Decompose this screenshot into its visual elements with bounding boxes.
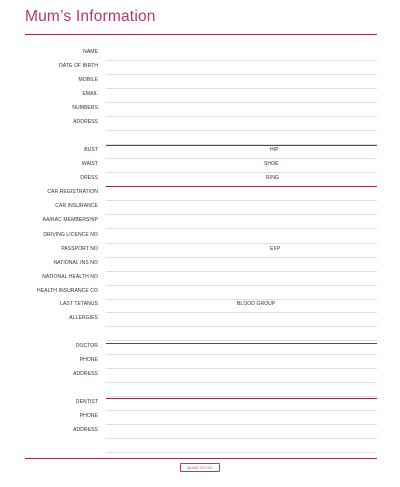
exp-label: EXP: [270, 246, 281, 252]
car-insurance-row[interactable]: [0, 201, 400, 215]
blood-group-label: BLOOD GROUP: [237, 301, 276, 307]
footer-rule: [25, 458, 377, 459]
logo-text: MUMS STYLE: [187, 465, 213, 470]
last-tetanus-label: LAST TETANUS: [60, 301, 98, 307]
allergies-label: ALLERGIES: [69, 315, 98, 321]
doctor-address-label: ADDRESS: [73, 371, 98, 377]
dentist-address-row-2[interactable]: [0, 439, 400, 453]
address-row[interactable]: [0, 117, 400, 131]
aa-rac-label: AA/RAC MEMBERSHIP: [42, 217, 98, 223]
health-insurance-row[interactable]: [0, 286, 400, 300]
allergies-row[interactable]: [0, 313, 400, 327]
numbers-label: NUMBERS: [72, 105, 98, 111]
dentist-label: DENTIST: [75, 399, 98, 405]
national-ins-row[interactable]: [0, 258, 400, 272]
numbers-row[interactable]: [0, 103, 400, 117]
waist-shoe-row[interactable]: [0, 159, 400, 173]
driving-licence-row[interactable]: [0, 230, 400, 244]
hip-label: HIP: [270, 147, 279, 153]
car-registration-row[interactable]: [0, 187, 400, 201]
shoe-label: SHOE: [264, 161, 279, 167]
passport-row[interactable]: [0, 244, 400, 258]
national-ins-label: NATIONAL INS NO: [53, 260, 98, 266]
dentist-row[interactable]: [0, 397, 400, 411]
car-insurance-label: CAR INSURANCE: [55, 203, 98, 209]
dentist-address-label: ADDRESS: [73, 427, 98, 433]
national-health-row[interactable]: [0, 272, 400, 286]
mobile-label: MOBILE: [78, 77, 98, 83]
dress-ring-row[interactable]: [0, 173, 400, 187]
title-rule: [25, 34, 377, 35]
email-row[interactable]: [0, 89, 400, 103]
car-registration-label: CAR REGISTRATION: [47, 189, 98, 195]
dentist-phone-row[interactable]: [0, 411, 400, 425]
address-row-2[interactable]: [0, 131, 400, 145]
dentist-address-row[interactable]: [0, 425, 400, 439]
brand-logo: [180, 463, 220, 472]
passport-label: PASSPORT NO: [61, 246, 98, 252]
name-label: NAME: [83, 49, 98, 55]
doctor-address-row[interactable]: [0, 369, 400, 383]
ring-label: RING: [266, 175, 279, 181]
mobile-row[interactable]: [0, 75, 400, 89]
allergies-row-2[interactable]: [0, 327, 400, 341]
driving-licence-label: DRIVING LICENCE NO: [43, 232, 98, 238]
doctor-address-row-2[interactable]: [0, 383, 400, 397]
health-insurance-label: HEALTH INSURANCE CO: [37, 288, 98, 294]
dob-label: DATE OF BIRTH: [59, 63, 98, 69]
doctor-label: DOCTOR: [75, 343, 98, 349]
name-row[interactable]: [0, 47, 400, 61]
page-title: Mum’s Information: [25, 8, 156, 25]
address-label: ADDRESS: [73, 119, 98, 125]
doctor-phone-label: PHONE: [79, 357, 98, 363]
waist-label: WAIST: [81, 161, 98, 167]
dob-row[interactable]: [0, 61, 400, 75]
email-label: EMAIL: [82, 91, 98, 97]
dress-label: DRESS: [80, 175, 98, 181]
aa-rac-line: [106, 228, 377, 229]
bust-label: BUST: [84, 147, 98, 153]
dentist-phone-label: PHONE: [79, 413, 98, 419]
national-health-label: NATIONAL HEALTH NO: [42, 274, 98, 280]
bust-hip-row[interactable]: [0, 145, 400, 159]
doctor-row[interactable]: [0, 341, 400, 355]
aa-rac-row[interactable]: [0, 215, 400, 229]
doctor-phone-row[interactable]: [0, 355, 400, 369]
last-tetanus-row[interactable]: [0, 299, 400, 313]
dentist-address-line-2: [106, 452, 377, 453]
